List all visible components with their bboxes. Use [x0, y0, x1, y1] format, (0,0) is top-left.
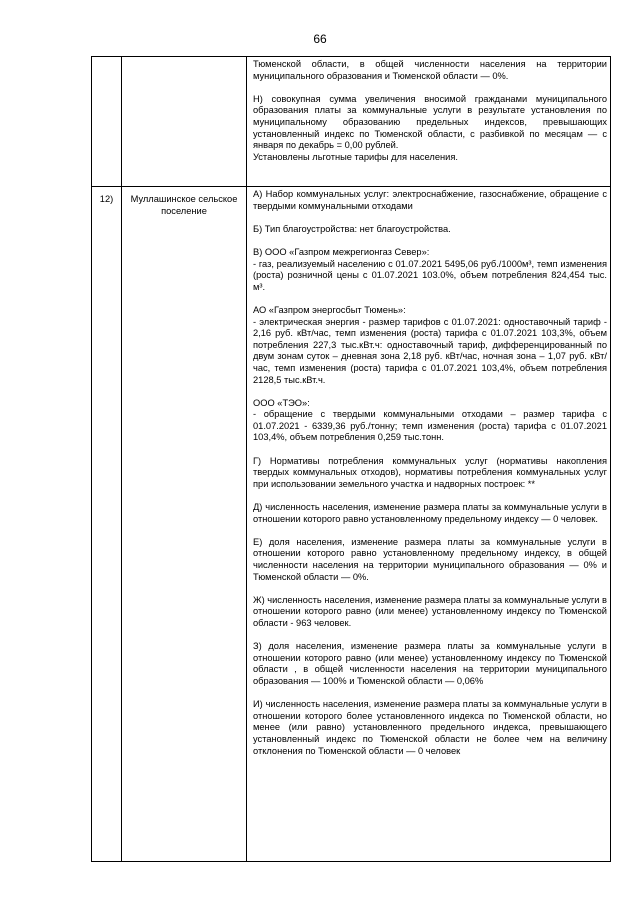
paragraph-e: Е) доля населения, изменение размера платы за коммунальные услуги в отношении которого равно установленному предельному индексу, в общей численности населения на территории муниципального образования — 0% и Тюменской области — 0%.: [253, 536, 607, 582]
name-cell-empty: [122, 57, 247, 187]
table-row-12: [92, 187, 611, 862]
paragraph-electricity: АО «Газпром энергосбыт Тюмень»: - электрическая энергия - размер тарифов с 01.07.2021: одноставочный тариф - 2,16 руб. кВт/час, темп изменения (роста) тарифа с 01.07.2021 103,3%, объем потребления 227,3 тыс.кВт.ч: одноставочный тариф, дифференцированный по двум зонам суток – дневная зона 2,18 руб. кВт/час, ночная зона – 1,07 руб. кВт/час, темп изменения (роста) тарифа с 01.07.2021 103,4%, объем потребления 2128,5 тыс.кВт.ч.: [253, 304, 607, 385]
settlement-name: Муллашинское сельское поселение: [122, 187, 247, 862]
paragraph-continuation-1: Тюменской области, в общей численности населения на территории муниципального образования и Тюменской области — 0%.: [253, 59, 607, 81]
paragraph-i: И) численность населения, изменение размера платы за коммунальные услуги в отношении которого более установленного индекса по Тюменской области, но менее (или равно) установленного предельного индекса, превышающего установленный индекс по Тюменской области не более чем на величину отклонения по Тюменской области — 0 человек: [253, 699, 607, 756]
paragraph-a: А) Набор коммунальных услуг: электроснабжение, газоснабжение, обращение с твердыми коммунальными отходами: [253, 189, 607, 211]
table-row-continuation: [92, 57, 611, 187]
paragraph-continuation-2: Н) совокупная сумма увеличения вносимой гражданами муниципального образования платы за коммунальные услуги в результате установления по муниципальному образованию предельных индексов, превышающих установленный индекс по Тюменской области, с разбивкой по месяцам — с января по декабрь = 0,00 рублей.: [253, 93, 607, 151]
page-number: 66: [313, 32, 327, 46]
paragraph-continuation-3: Установлены льготные тарифы для населения.: [253, 151, 458, 162]
content-cell-row-12: [247, 187, 611, 862]
tariff-table: [91, 56, 611, 862]
content-cell-continuation: [247, 57, 611, 187]
paragraph-g: Г) Нормативы потребления коммунальных услуг (нормативы накопления твердых коммунальных отходов), нормативы потребления коммунальных услуг при использовании земельного участка и надворных построек: **: [253, 455, 607, 489]
paragraph-b: Б) Тип благоустройства: нет благоустройства.: [253, 223, 451, 234]
paragraph-waste: ООО «ТЭО»: - обращение с твердыми коммунальными отходами – размер тарифа с 01.07.2021 - 6339,36 руб./тонну; темп изменения (роста) тарифа с 01.07.2021 103,4%, объем потребления 0,259 тыс.тонн.: [253, 397, 607, 443]
paragraph-v-gas: В) ООО «Газпром межрегионгаз Север»: - газ, реализуемый населению с 01.07.2021 5495,06 руб./1000м³, темп изменения (роста) розничной цены с 01.07.2021 103.0%, объем потребления 824,454 тыс. м³.: [253, 246, 607, 292]
number-cell-empty: [92, 57, 122, 187]
paragraph-zh: Ж) численность населения, изменение размера платы за коммунальные услуги в отношении которого равно (или менее) установленному индексу по Тюменской области - 963 человек.: [253, 594, 607, 628]
row-number: 12): [92, 187, 122, 862]
paragraph-z: З) доля населения, изменение размера платы за коммунальные услуги в отношении которого равно (или менее) установленному индексу по Тюменской области , в общей численности населения на территории муниципального образования — 100% и Тюменской области — 0,06%: [253, 641, 607, 686]
paragraph-d: Д) численность населения, изменение размера платы за коммунальные услуги в отношении которого равно установленному предельному индексу — 0 человек.: [253, 502, 607, 524]
